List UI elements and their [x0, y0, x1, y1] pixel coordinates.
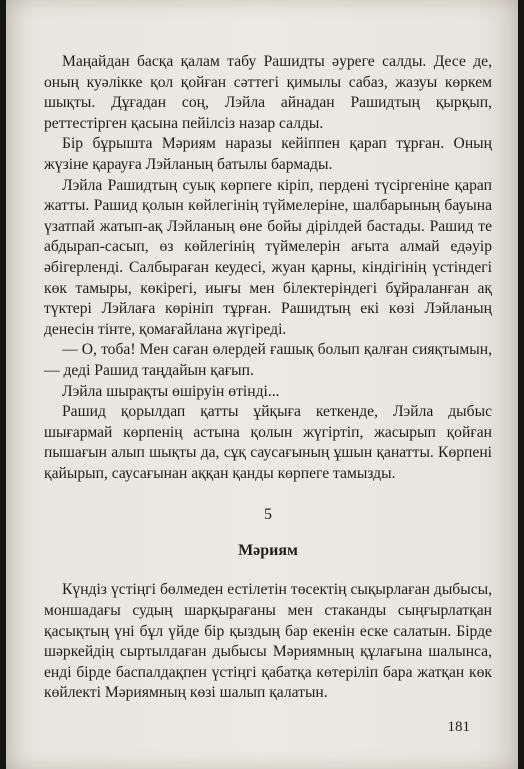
- paragraph: — О, тоба! Мен саған өлердей ғашық болып қалған сияқтымын, — деді Рашид таңдайын қағып.: [44, 341, 492, 379]
- page-number: 181: [447, 719, 470, 735]
- paragraph: Лэйла шырақты өшіруін өтінді...: [62, 382, 280, 400]
- chapter-title: Мәриям: [238, 542, 298, 560]
- paragraph: Рашид қорылдап қатты ұйқыға кеткенде, Лэйла дыбыс шығармай көрпенің астына қолын жүгіртіп, жасырып қойған пышағын алып шықты да, сұқ саусағының ұшын қанатты. Көрпені қайырып, саусағынан аққан қанды көрпеге тамызды.: [44, 403, 492, 482]
- book-page: [6, 0, 518, 769]
- paragraph: Лэйла Рашидтың суық көрпеге кіріп, пердені түсіргеніне қарап жатты. Рашид қолын көйлегінің түймелеріне, шалбарының бауына үзатпай жатып-ақ Лэйланың өне бойы дірілдей бастады. Рашид те абдырап-сасып, өз көйлегінің түймелерін ағыта алмай едәуір әбігерленді. Салбыраған кеудесі, жуан қарны, кіндігінің үстіндегі көк тамыры, көкірегі, иығы мен білектеріндегі бұйраланған ақ түктері Лэйлаға көрініп тұрған. Рашидтың екі көзі Лэйланың денесін тінте, қомағайлана жүгіреді.: [44, 176, 492, 338]
- paragraph: Маңайдан басқа қалам табу Рашидты әуреге салды. Десе де, оның куәлікке қол қойған сәттегі қимылы сабаз, жазуы көркем шықты. Дұғадан соң, Лэйла айнадан Рашидтың қырқып, реттестірген қасына пейілсіз назар салды.: [44, 53, 492, 132]
- chapter-spacer: [44, 568, 492, 580]
- page-text: [44, 52, 492, 704]
- paragraph: Бір бұрышта Мәриям наразы кейіппен қарап тұрған. Оның жүзіне қарауға Лэйланың батылы бармады.: [44, 135, 492, 173]
- paragraph: Күндіз үстіңгі бөлмеден естілетін төсектің сықырлаған дыбысы, моншадағы судың шарқырағаны мен стаканды сыңғырлатқан қасықтың үні бұл үйде бір қыздың бар екенін еске салатын. Бірде шәркейдің сыртылдаған дыбысы Мәриямның құлағына шалынса, енді бірде баспалдақпен үстіңгі қабатқа көтеріліп бара жатқан көк көйлекті Мәриямның көзі шалып қалатын.: [44, 581, 492, 702]
- chapter-number: 5: [264, 506, 272, 524]
